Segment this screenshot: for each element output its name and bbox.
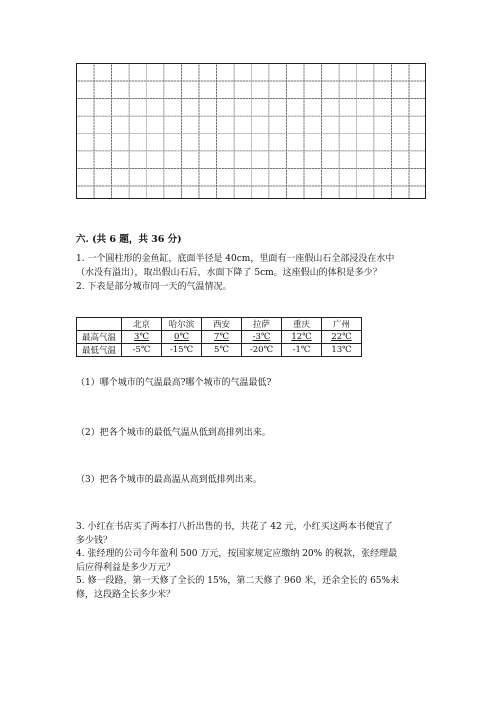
problem-3-line-2: 多少钱？ bbox=[76, 535, 113, 546]
low-temp-cell: -1℃ bbox=[282, 344, 322, 357]
temperature-table bbox=[76, 317, 362, 357]
subquestion-3: （3）把各个城市的最高温从高到低排列出来。 bbox=[76, 475, 262, 485]
city-header: 北京 bbox=[122, 318, 162, 331]
problem-5 bbox=[76, 575, 436, 602]
problem-1 bbox=[76, 253, 436, 280]
city-header: 重庆 bbox=[282, 318, 322, 331]
problem-4 bbox=[76, 548, 436, 575]
table-header-row bbox=[77, 318, 362, 331]
problem-3 bbox=[76, 521, 436, 548]
high-temp-cell: 0℃ bbox=[162, 331, 202, 344]
section-title: 六. (共 6 题，共 36 分) bbox=[76, 234, 182, 245]
city-header: 拉萨 bbox=[242, 318, 282, 331]
problem-5-line-2: 修，这段路全长多少米？ bbox=[76, 589, 176, 600]
writing-grid bbox=[76, 63, 426, 199]
subquestion-2: （2）把各个城市的最低气温从低到高排列出来。 bbox=[76, 428, 271, 438]
city-header: 西安 bbox=[202, 318, 242, 331]
problem-2: 2. 下表是部分城市同一天的气温情况。 bbox=[76, 282, 232, 292]
row-label-low: 最低气温 bbox=[77, 344, 122, 357]
problem-1-line-2: （水没有溢出），取出假山石后，水面下降了 5cm。这座假山的体积是多少？ bbox=[76, 267, 382, 278]
high-temp-cell: -3℃ bbox=[242, 331, 282, 344]
high-temp-cell: 7℃ bbox=[202, 331, 242, 344]
problem-5-line-1: 5. 修一段路，第一天修了全长的 15%，第二天修了 960 米，还余全长的 65%未 bbox=[76, 576, 400, 586]
high-temp-cell: 3℃ bbox=[122, 331, 162, 344]
row-label-high: 最高气温 bbox=[77, 331, 122, 344]
problem-1-line-1: 1. 一个圆柱形的金鱼缸，底面半径是 40cm，里面有一座假山石全部浸没在水中 bbox=[76, 254, 395, 264]
high-temp-cell: 22℃ bbox=[322, 331, 362, 344]
city-header: 哈尔滨 bbox=[162, 318, 202, 331]
table-corner-cell bbox=[77, 318, 122, 331]
table-row-low bbox=[77, 344, 362, 357]
problem-4-line-1: 4. 张经理的公司今年盈利 500 万元，按国家规定应缴纳 20% 的税款，张经理最 bbox=[76, 549, 398, 559]
table-row-high bbox=[77, 331, 362, 344]
high-temp-cell: 12℃ bbox=[282, 331, 322, 344]
low-temp-cell: 13℃ bbox=[322, 344, 362, 357]
problem-3-line-1: 3. 小红在书店买了两本打八折出售的书，共花了 42 元，小红买这两本书便宜了 bbox=[76, 522, 393, 532]
problem-4-line-2: 后应得利益是多少万元？ bbox=[76, 562, 176, 573]
low-temp-cell: -20℃ bbox=[242, 344, 282, 357]
low-temp-cell: 5℃ bbox=[202, 344, 242, 357]
subquestion-1: （1）哪个城市的气温最高?哪个城市的气温最低? bbox=[76, 378, 272, 388]
city-header: 广州 bbox=[322, 318, 362, 331]
low-temp-cell: -5℃ bbox=[122, 344, 162, 357]
low-temp-cell: -15℃ bbox=[162, 344, 202, 357]
